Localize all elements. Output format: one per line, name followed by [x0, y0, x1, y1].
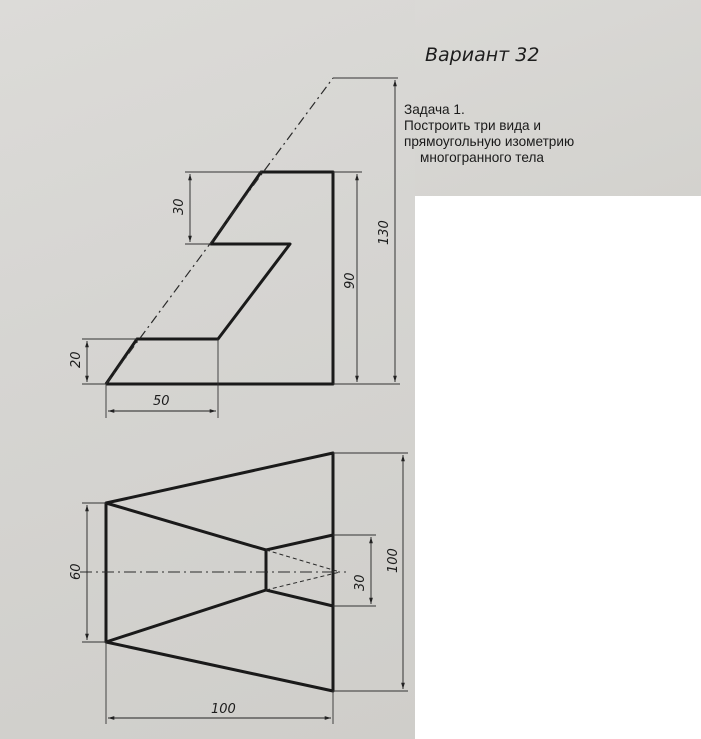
top-view-hidden-upper	[266, 550, 340, 572]
top-view-inner-lower	[106, 590, 333, 642]
dim-label-100-vertical: 100	[386, 548, 401, 573]
task-line-1: Построить три вида и	[404, 118, 541, 133]
task-line-2: прямоугольную изометрию	[404, 134, 575, 149]
front-view	[69, 78, 400, 418]
top-view-hidden-lower	[266, 572, 340, 590]
dim-label-30-front: 30	[172, 198, 187, 215]
dim-label-90: 90	[343, 272, 358, 289]
dim-label-130: 130	[377, 220, 392, 245]
task-line-3: многогранного тела	[420, 150, 544, 165]
dim-label-50: 50	[153, 394, 170, 409]
task-title: Задача 1.	[404, 102, 465, 117]
dim-label-60: 60	[69, 563, 84, 580]
top-view-inner-upper	[106, 503, 333, 550]
dim-label-20: 20	[69, 351, 84, 368]
dim-label-30-top: 30	[353, 574, 368, 591]
top-view	[69, 453, 408, 724]
front-view-outline	[106, 172, 333, 384]
variant-title: Вариант 32	[425, 44, 540, 66]
dim-label-100-horizontal: 100	[211, 702, 236, 717]
